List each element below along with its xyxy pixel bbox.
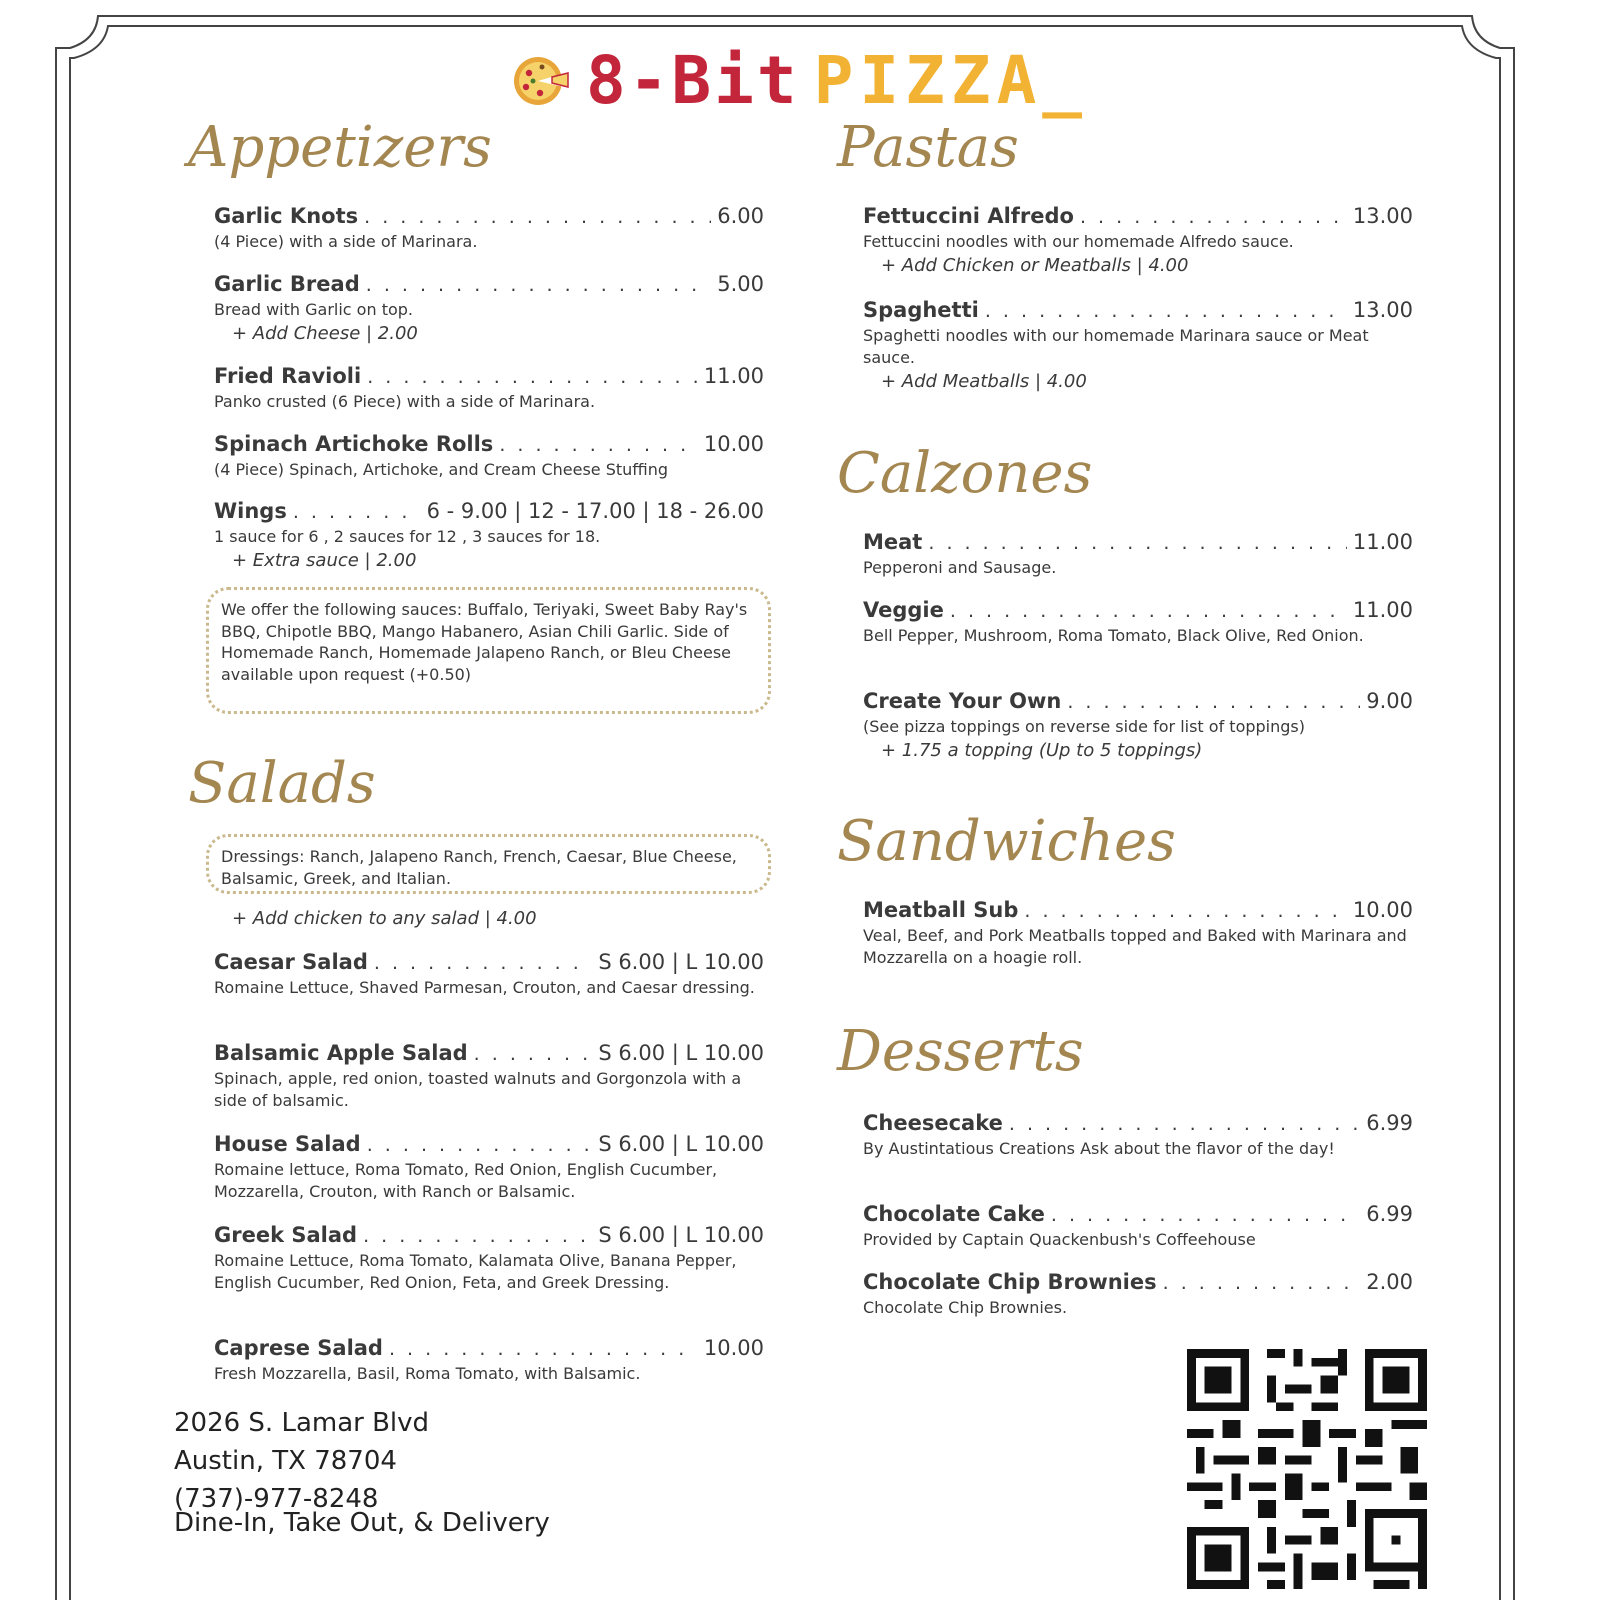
section-title-pastas: Pastas [837, 115, 1019, 180]
brand-logo [0, 42, 1600, 119]
item-description: Spinach, apple, red onion, toasted walnuts and Gorgonzola with a side of balsamic. [214, 1069, 742, 1110]
item-description: Spaghetti noodles with our homemade Marinara sauce or Meat sauce. [863, 326, 1369, 367]
service-options: Dine-In, Take Out, & Delivery [174, 1508, 550, 1538]
item-description: Fresh Mozzarella, Basil, Roma Tomato, with Balsamic. [214, 1364, 641, 1383]
item-description: Panko crusted (6 Piece) with a side of Marinara. [214, 392, 596, 411]
menu-item-garlic-knots [214, 204, 764, 253]
pizza-logo-icon [512, 53, 572, 109]
item-price: 11.00 [1352, 530, 1413, 554]
menu-item-balsamic-apple-salad [214, 1041, 764, 1112]
brand-name-pizza: PIZZA_ [813, 42, 1089, 119]
item-description: (See pizza toppings on reverse side for list of toppings) [863, 717, 1305, 736]
item-description: (4 Piece) Spinach, Artichoke, and Cream Cheese Stuffing [214, 460, 669, 479]
menu-item-greek-salad [214, 1223, 764, 1294]
item-name: Chocolate Chip Brownies [863, 1270, 1157, 1294]
item-name: Fried Ravioli [214, 364, 362, 388]
item-price: S 6.00 | L 10.00 [598, 1041, 764, 1065]
item-description: Chocolate Chip Brownies. [863, 1298, 1068, 1317]
menu-item-create-your-own [863, 689, 1413, 761]
menu-item-fried-ravioli [214, 364, 764, 413]
item-price: 13.00 [1352, 204, 1413, 228]
menu-item-house-salad [214, 1132, 764, 1203]
item-price: 6 - 9.00 | 12 - 17.00 | 18 - 26.00 [426, 499, 764, 523]
item-name: Wings [214, 499, 287, 523]
item-price: 11.00 [703, 364, 764, 388]
brand-name-8bit: 8-Bit [585, 42, 800, 119]
item-price: 10.00 [1352, 898, 1413, 922]
item-name: Chocolate Cake [863, 1202, 1045, 1226]
item-description: Romaine Lettuce, Roma Tomato, Kalamata Olive, Banana Pepper, English Cucumber, Red Onion, Feta, and Greek Dressing. [214, 1251, 737, 1292]
item-price: 6.99 [1366, 1202, 1413, 1226]
item-name: Cheesecake [863, 1111, 1003, 1135]
item-name: Meatball Sub [863, 898, 1019, 922]
item-price: 6.00 [717, 204, 764, 228]
item-name: Balsamic Apple Salad [214, 1041, 468, 1065]
item-description: Pepperoni and Sausage. [863, 558, 1057, 577]
item-description: Bell Pepper, Mushroom, Roma Tomato, Black Olive, Red Onion. [863, 626, 1364, 645]
item-description: Provided by Captain Quackenbush's Coffeehouse [863, 1230, 1256, 1249]
item-description: (4 Piece) with a side of Marinara. [214, 232, 478, 251]
item-description: 1 sauce for 6 , 2 sauces for 12 , 3 sauces for 18. [214, 527, 601, 546]
item-description: Romaine lettuce, Roma Tomato, Red Onion, English Cucumber, Mozzarella, Crouton, with Ranch or Balsamic. [214, 1160, 718, 1201]
item-price: 9.00 [1366, 689, 1413, 713]
menu-item-caesar-salad [214, 950, 764, 999]
item-description: Romaine Lettuce, Shaved Parmesan, Crouton, and Caesar dressing. [214, 978, 755, 997]
item-name: Greek Salad [214, 1223, 358, 1247]
item-addon: + Add Cheese | 2.00 [232, 323, 418, 344]
sauce-note-box: We offer the following sauces: Buffalo, Teriyaki, Sweet Baby Ray's BBQ, Chipotle BBQ, Mango Habanero, Asian Chili Garlic. Side of Homemade Ranch, Homemade Jalapeno Ranch, or Bleu Cheese available upon request (+0.50) [206, 587, 771, 714]
section-title-calzones: Calzones [837, 441, 1093, 506]
menu-item-veggie-calzone [863, 598, 1413, 647]
item-addon: + Add Meatballs | 4.00 [881, 371, 1087, 392]
item-price: 10.00 [703, 1336, 764, 1360]
item-addon: + Add Chicken or Meatballs | 4.00 [881, 255, 1189, 276]
section-title-sandwiches: Sandwiches [837, 809, 1176, 874]
section-title-salads: Salads [188, 751, 376, 816]
item-name: Spaghetti [863, 298, 979, 322]
item-name: Caesar Salad [214, 950, 368, 974]
item-addon: + Extra sauce | 2.00 [232, 550, 417, 571]
item-name: Veggie [863, 598, 944, 622]
item-name: Caprese Salad [214, 1336, 383, 1360]
menu-item-chocolate-cake [863, 1202, 1413, 1251]
menu-item-chocolate-chip-brownies [863, 1270, 1413, 1319]
section-title-appetizers: Appetizers [188, 115, 492, 180]
item-price: 6.99 [1366, 1111, 1413, 1135]
item-description: Bread with Garlic on top. [214, 300, 413, 319]
menu-item-meatball-sub [863, 898, 1413, 969]
menu-item-spinach-artichoke-rolls [214, 432, 764, 481]
address-city: Austin, TX 78704 [174, 1446, 397, 1476]
section-title-desserts: Desserts [837, 1019, 1084, 1084]
item-price: S 6.00 | L 10.00 [598, 1223, 764, 1247]
dressing-note-box: Dressings: Ranch, Jalapeno Ranch, French, Caesar, Blue Cheese, Balsamic, Greek, and Italian. [206, 834, 771, 894]
item-price: 10.00 [703, 432, 764, 456]
item-price: 13.00 [1352, 298, 1413, 322]
menu-item-wings [214, 499, 764, 571]
item-price: S 6.00 | L 10.00 [598, 1132, 764, 1156]
qr-code[interactable] [1178, 1340, 1436, 1598]
salad-chicken-addon: + Add chicken to any salad | 4.00 [232, 908, 537, 929]
item-price: 5.00 [717, 272, 764, 296]
item-name: House Salad [214, 1132, 361, 1156]
item-description: Veal, Beef, and Pork Meatballs topped and Baked with Marinara and Mozzarella on a hoagie roll. [863, 926, 1407, 967]
item-name: Garlic Bread [214, 272, 360, 296]
item-price: S 6.00 | L 10.00 [598, 950, 764, 974]
menu-item-caprese-salad [214, 1336, 764, 1385]
menu-item-garlic-bread [214, 272, 764, 344]
item-name: Garlic Knots [214, 204, 359, 228]
item-name: Fettuccini Alfredo [863, 204, 1074, 228]
address-street: 2026 S. Lamar Blvd [174, 1408, 430, 1438]
menu-item-cheesecake [863, 1111, 1413, 1160]
item-price: 11.00 [1352, 598, 1413, 622]
item-name: Meat [863, 530, 923, 554]
item-name: Spinach Artichoke Rolls [214, 432, 494, 456]
contact-address [174, 1404, 429, 1518]
menu-item-spaghetti [863, 298, 1413, 392]
item-price: 2.00 [1366, 1270, 1413, 1294]
item-addon: + 1.75 a topping (Up to 5 toppings) [881, 740, 1203, 761]
item-description: Fettuccini noodles with our homemade Alfredo sauce. [863, 232, 1294, 251]
menu-item-meat-calzone [863, 530, 1413, 579]
phone-number[interactable]: (737)-977-8248 [174, 1484, 379, 1514]
item-name: Create Your Own [863, 689, 1062, 713]
item-description: By Austintatious Creations Ask about the flavor of the day! [863, 1139, 1335, 1158]
menu-item-fettuccini-alfredo [863, 204, 1413, 276]
